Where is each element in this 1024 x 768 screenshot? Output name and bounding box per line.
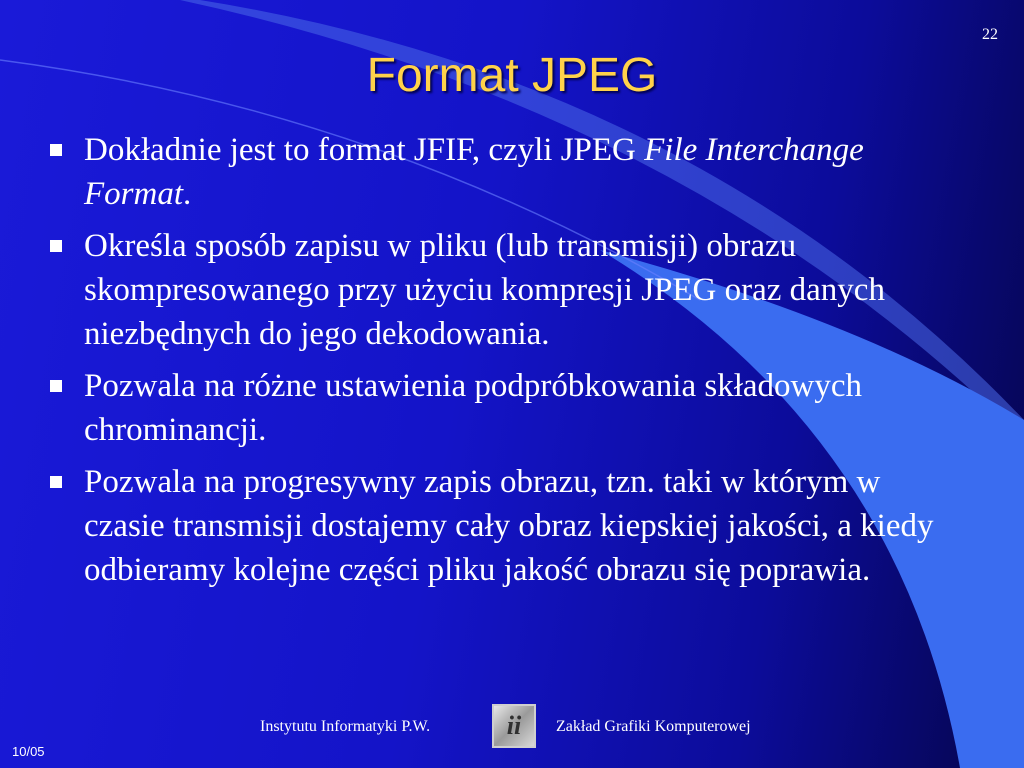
square-bullet-icon xyxy=(50,380,62,392)
footer-institute: Instytutu Informatyki P.W. xyxy=(260,718,431,735)
square-bullet-icon xyxy=(50,240,62,252)
slide-date: 10/05 xyxy=(12,744,45,759)
bullet-item xyxy=(48,364,958,452)
bullet-item xyxy=(48,460,958,592)
bullet-text-italic: File Interchange Format xyxy=(84,132,864,212)
footer-department: Zakład Grafiki Komputerowej xyxy=(556,718,751,735)
bullet-text-part: Pozwala na progresywny zapis obrazu, tzn. taki w którym w czasie transmisji dostajemy cały obraz kiepskiej jakości, a kiedy odbieramy kolejne części pliku jakość obrazu się poprawia. xyxy=(84,464,934,588)
slide-number: 22 xyxy=(982,26,998,43)
square-bullet-icon xyxy=(50,476,62,488)
slide-title: Format JPEG xyxy=(366,49,658,102)
bullet-list xyxy=(48,128,958,600)
bullet-item xyxy=(48,128,958,216)
bullet-text-part: Dokładnie jest to format JFIF, czyli JPEG xyxy=(84,132,645,168)
bullet-text-part: . xyxy=(183,176,192,212)
bullet-item xyxy=(48,224,958,356)
institute-logo-icon: ii xyxy=(492,704,536,748)
bullet-text-part: Pozwala na różne ustawienia podpróbkowania składowych chrominancji. xyxy=(84,368,863,448)
square-bullet-icon xyxy=(50,144,62,156)
bullet-text-part: Określa sposób zapisu w pliku (lub transmisji) obrazu skompresowanego przy użyciu kompresji JPEG oraz danych niezbędnych do jego dekodowania. xyxy=(84,228,885,352)
